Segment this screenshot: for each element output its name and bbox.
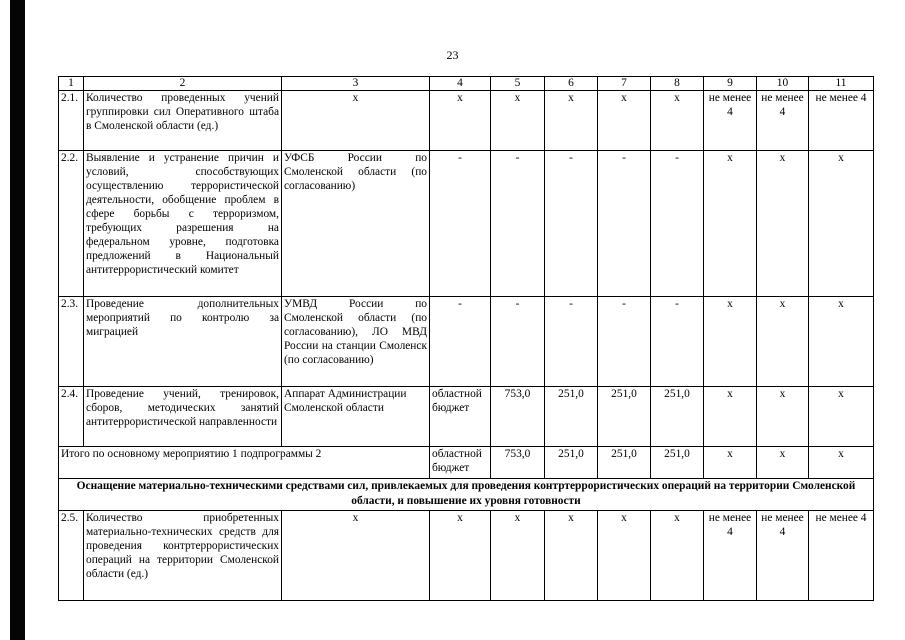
value-cell: х: [757, 151, 809, 297]
value-cell: 251,0: [598, 387, 651, 447]
section-row: [59, 479, 874, 511]
value-cell: 251,0: [651, 387, 704, 447]
table-row: [59, 387, 874, 447]
value-cell: х: [491, 511, 545, 601]
value-cell: х: [598, 91, 651, 151]
header-cell: 10: [757, 77, 809, 91]
value-cell: -: [545, 297, 598, 387]
value-cell: не менее 4: [757, 91, 809, 151]
table-row: [59, 511, 874, 601]
measure-name: Выявление и устранение причин и условий, способствующих осуществлению террористической деятельности, обобщение проблем в сфере борьбы с терроризмом, требующих разрешения на федеральном уровне, подготовка предложений в Национальный антитеррористический комитет: [84, 151, 282, 297]
value-cell: -: [598, 151, 651, 297]
funding-source: областной бюджет: [430, 447, 491, 479]
header-cell: 1: [59, 77, 84, 91]
table-row: [59, 91, 874, 151]
value-cell: х: [651, 511, 704, 601]
header-cell: 3: [282, 77, 430, 91]
funding-source: х: [430, 91, 491, 151]
row-number: 2.2.: [59, 151, 84, 297]
executor: х: [282, 91, 430, 151]
value-cell: 251,0: [651, 447, 704, 479]
value-cell: х: [809, 297, 874, 387]
funding-source: областной бюджет: [430, 387, 491, 447]
value-cell: х: [704, 387, 757, 447]
row-number: 2.1.: [59, 91, 84, 151]
value-cell: -: [651, 297, 704, 387]
value-cell: х: [757, 297, 809, 387]
header-cell: 7: [598, 77, 651, 91]
value-cell: х: [809, 151, 874, 297]
value-cell: х: [809, 447, 874, 479]
value-cell: -: [545, 151, 598, 297]
row-number: 2.3.: [59, 297, 84, 387]
value-cell: -: [491, 151, 545, 297]
value-cell: -: [491, 297, 545, 387]
measure-name: Проведение дополнительных мероприятий по контролю за миграцией: [84, 297, 282, 387]
header-cell: 9: [704, 77, 757, 91]
header-cell: 4: [430, 77, 491, 91]
value-cell: х: [809, 387, 874, 447]
value-cell: х: [545, 511, 598, 601]
total-label: Итого по основному мероприятию 1 подпрограммы 2: [59, 447, 430, 479]
value-cell: х: [704, 447, 757, 479]
value-cell: 251,0: [545, 447, 598, 479]
value-cell: не менее 4: [809, 91, 874, 151]
funding-source: -: [430, 151, 491, 297]
value-cell: 753,0: [491, 387, 545, 447]
row-number: 2.5.: [59, 511, 84, 601]
executor: Аппарат Администрации Смоленской области: [282, 387, 430, 447]
value-cell: -: [651, 151, 704, 297]
executor: УМВД России по Смоленской области (по согласованию), ЛО МВД России на станции Смоленск (по согласованию): [282, 297, 430, 387]
page-number: 23: [446, 48, 459, 62]
header-cell: 5: [491, 77, 545, 91]
value-cell: х: [491, 91, 545, 151]
program-table: [58, 76, 874, 601]
value-cell: х: [651, 91, 704, 151]
scan-edge-bar: [10, 0, 25, 640]
value-cell: х: [704, 297, 757, 387]
table-row: [59, 297, 874, 387]
value-cell: х: [757, 447, 809, 479]
executor: х: [282, 511, 430, 601]
value-cell: х: [704, 151, 757, 297]
measure-name: Проведение учений, тренировок, сборов, методических занятий антитеррористической направленности: [84, 387, 282, 447]
value-cell: 753,0: [491, 447, 545, 479]
value-cell: 251,0: [545, 387, 598, 447]
measure-name: Количество приобретенных материально-технических средств для проведения контртеррористических операций на территории Смоленской области (ед.): [84, 511, 282, 601]
executor: УФСБ России по Смоленской области (по согласованию): [282, 151, 430, 297]
value-cell: не менее 4: [809, 511, 874, 601]
funding-source: -: [430, 297, 491, 387]
value-cell: не менее 4: [704, 91, 757, 151]
header-cell: 11: [809, 77, 874, 91]
measure-name: Количество проведенных учений группировки сил Оперативного штаба в Смоленской области (ед.): [84, 91, 282, 151]
total-row: [59, 447, 874, 479]
header-cell: 2: [84, 77, 282, 91]
value-cell: не менее 4: [757, 511, 809, 601]
value-cell: х: [598, 511, 651, 601]
value-cell: -: [598, 297, 651, 387]
value-cell: х: [545, 91, 598, 151]
value-cell: не менее 4: [704, 511, 757, 601]
table-row: [59, 151, 874, 297]
header-cell: 8: [651, 77, 704, 91]
row-number: 2.4.: [59, 387, 84, 447]
section-title: Оснащение материально-техническими средствами сил, привлекаемых для проведения контртеррористических операций на территории Смоленской области, и повышение их уровня готовности: [59, 479, 874, 511]
value-cell: х: [757, 387, 809, 447]
value-cell: 251,0: [598, 447, 651, 479]
header-row: [59, 77, 874, 91]
header-cell: 6: [545, 77, 598, 91]
funding-source: х: [430, 511, 491, 601]
